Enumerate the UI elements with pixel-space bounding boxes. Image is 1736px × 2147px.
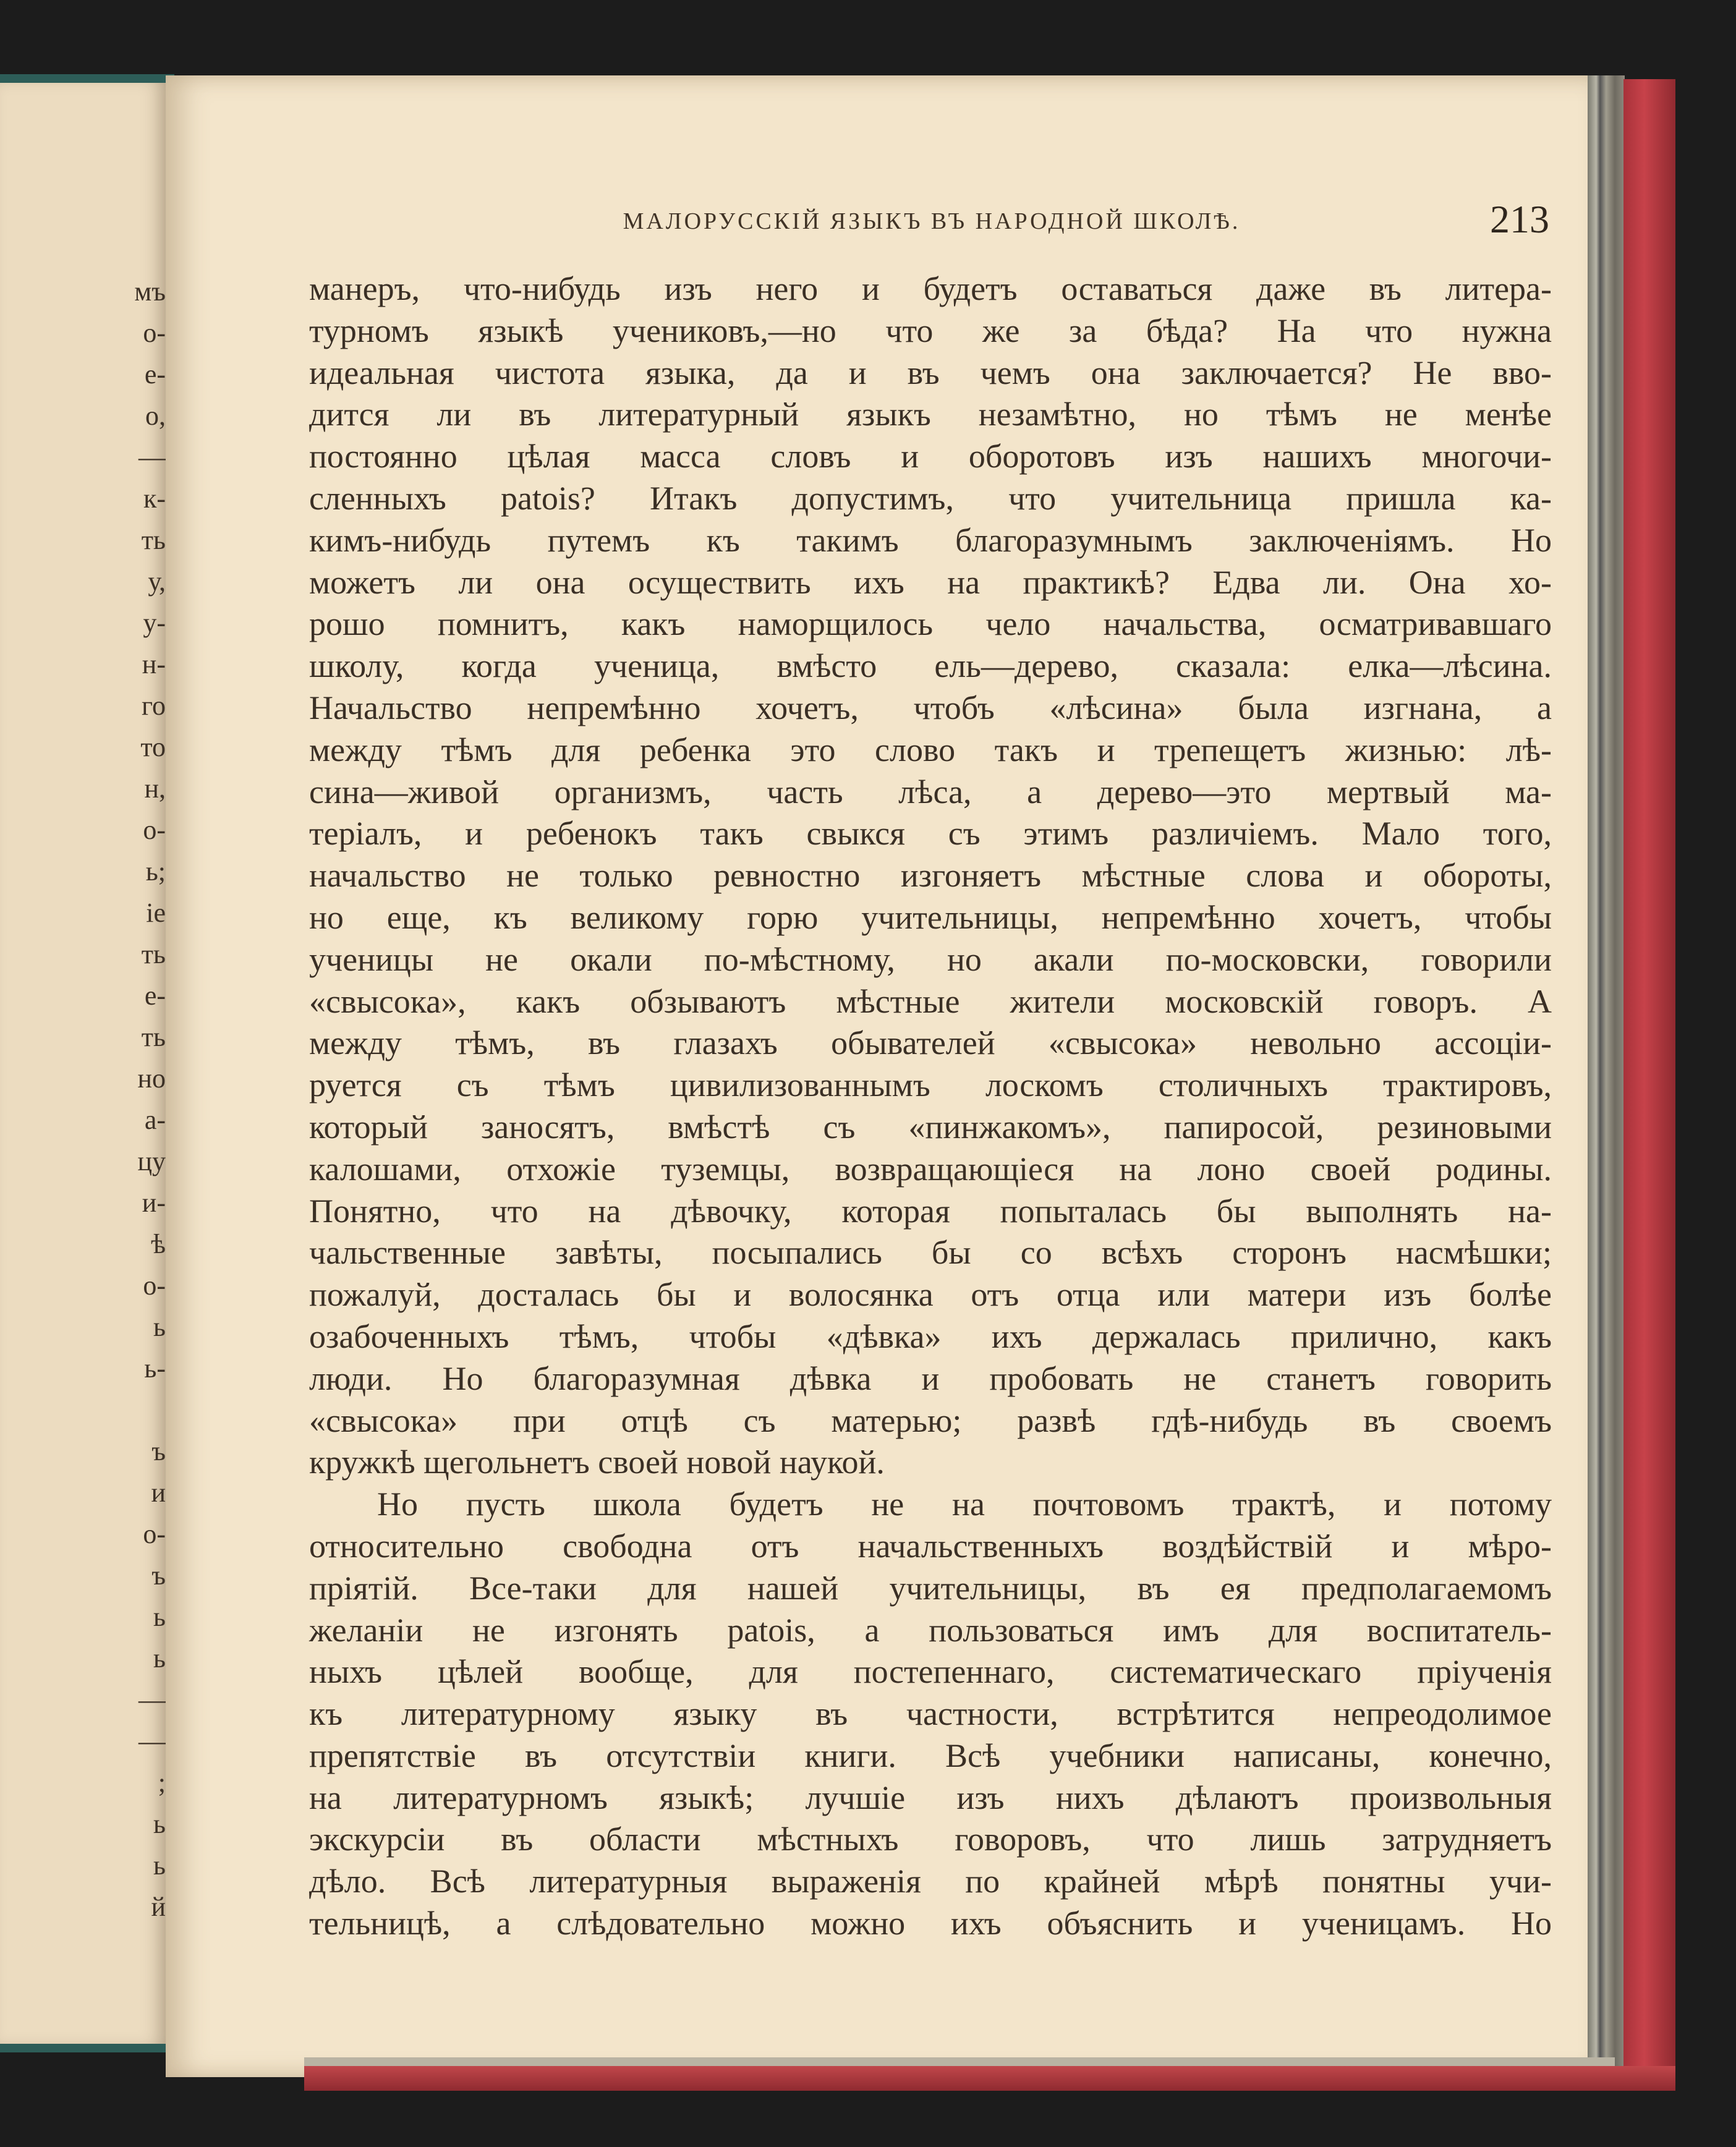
left-page-fragment: а-	[144, 1105, 166, 1135]
text-line: Но пусть школа будетъ не на почтовомъ трактѣ, и потому	[377, 1486, 1552, 1523]
left-page-fragment: ь-	[144, 1353, 166, 1384]
text-line: «свысока» при отцѣ съ матерью; развѣ гдѣ-нибудь въ своемъ	[309, 1401, 1552, 1439]
left-page-fragment: ь	[153, 1312, 166, 1342]
text-line: озабоченныхъ тѣмъ, чтобы «дѣвка» ихъ держалась прилично, какъ	[309, 1317, 1552, 1355]
text-line: на литературномъ языкѣ; лучшіе изъ нихъ дѣлаютъ произвольныя	[309, 1779, 1552, 1816]
body-text	[309, 268, 1552, 1945]
left-page-fragment	[104, 1389, 166, 1431]
left-page-fragment: ь;	[145, 856, 166, 886]
left-page-fragment: о-	[143, 1270, 166, 1301]
left-page-fragment: го	[142, 691, 166, 721]
text-line: люди. Но благоразумная дѣвка и пробовать не станетъ говорить	[309, 1359, 1552, 1397]
text-line: Понятно, что на дѣвочку, которая попыталась бы выполнять на-	[309, 1192, 1552, 1230]
left-page-fragment: у,	[148, 566, 166, 597]
left-page-fragment: —	[138, 442, 166, 472]
left-page-fragment: ь	[153, 1643, 166, 1673]
text-line: который заносятъ, вмѣстѣ съ «пинжакомъ», папиросой, резиновыми	[309, 1108, 1552, 1146]
left-page-fragment: ть	[141, 525, 166, 555]
left-page-fragment: е-	[144, 980, 166, 1011]
text-line: желаніи не изгонять patois, а пользоваться имъ для воспитатель-	[309, 1611, 1552, 1649]
page-edges	[1588, 75, 1625, 2085]
left-page-fragment: ь	[153, 1850, 166, 1881]
text-line: начальство не только ревностно изгоняетъ мѣстные слова и обороты,	[309, 857, 1552, 895]
text-line: идеальная чистота языка, да и въ чемъ она заключается? Не вво-	[309, 354, 1552, 391]
text-line: кружкѣ щегольнетъ своей новой наукой.	[309, 1443, 885, 1481]
left-page-bottom-edge	[0, 2044, 174, 2052]
text-line: калошами, отхожіе туземцы, возвращающіеся на лоно своей родины.	[309, 1150, 1552, 1188]
text-line: но еще, къ великому горю учительницы, непремѣнно хочетъ, чтобы	[309, 898, 1552, 936]
left-page-fragment: —	[138, 1726, 166, 1756]
left-page-fragment: н-	[142, 649, 166, 679]
text-line: дится ли въ литературный языкъ незамѣтно, но тѣмъ не менѣе	[309, 396, 1552, 433]
left-page-text-fragments	[104, 271, 166, 1928]
left-page-fragment: й	[151, 1892, 166, 1922]
text-line: чальственные завѣты, посыпались бы со всѣхъ сторонъ насмѣшки;	[309, 1234, 1552, 1272]
left-page-fragment: мъ	[134, 276, 166, 307]
text-line: постоянно цѣлая масса словъ и оборотовъ изъ нашихъ многочи-	[309, 438, 1552, 475]
left-page-fragment: к-	[143, 483, 166, 514]
left-page-fragment: о-	[143, 318, 166, 348]
left-page-fragment: іе	[146, 898, 166, 928]
left-page-fragment: н,	[144, 773, 166, 804]
left-page-fragment: —	[138, 1685, 166, 1715]
left-page-fragment: ѣ	[151, 1229, 166, 1259]
left-page-fragment: ть	[141, 939, 166, 969]
right-page	[166, 75, 1601, 2077]
text-line: можетъ ли она осуществить ихъ на практикѣ? Едва ли. Она хо-	[309, 563, 1552, 601]
text-line: дѣло. Всѣ литературныя выраженія по крайней мѣрѣ понятны учи-	[309, 1863, 1552, 1900]
left-page-fragment: о-	[143, 1519, 166, 1549]
left-page-fragment: о,	[145, 401, 166, 431]
text-line: школу, когда ученица, вмѣсто ель—дерево, сказала: елка—лѣсина.	[309, 647, 1552, 685]
text-line: ныхъ цѣлей вообще, для постепеннаго, систематическаго пріученія	[309, 1653, 1552, 1691]
book-cover-right	[1623, 79, 1675, 2085]
text-line: сина—живой организмъ, часть лѣса, а дерево—это мертвый ма-	[309, 773, 1552, 810]
text-line: между тѣмъ для ребенка это слово такъ и трепещетъ жизнью: лѣ-	[309, 731, 1552, 768]
left-page-fragment: и-	[142, 1188, 166, 1218]
text-line: ученицы не окали по-мѣстному, но акали по-московски, говорили	[309, 940, 1552, 978]
text-line: тельницѣ, а слѣдовательно можно ихъ объяснить и ученицамъ. Но	[309, 1905, 1552, 1942]
text-line: между тѣмъ, въ глазахъ обывателей «свысока» невольно ассоціи-	[309, 1024, 1552, 1062]
text-line: препятствіе въ отсутствіи книги. Всѣ учебники написаны, конечно,	[309, 1737, 1552, 1774]
left-page-fragment: цу	[137, 1146, 166, 1176]
left-page-fragment: ъ	[151, 1436, 166, 1466]
left-page-fragment: ть	[141, 1022, 166, 1052]
text-line: пріятій. Все-таки для нашей учительницы, въ ея предполагаемомъ	[309, 1569, 1552, 1607]
text-line: Начальство непремѣнно хочетъ, чтобъ «лѣсина» была изгнана, а	[309, 689, 1552, 726]
running-head: МАЛОРУССКІЙ ЯЗЫКЪ ВЪ НАРОДНОЙ ШКОЛѢ.	[623, 208, 1241, 234]
left-page-fragment: ь	[153, 1809, 166, 1839]
text-line: «свысока», какъ обзываютъ мѣстные жители московскій говоръ. А	[309, 982, 1552, 1020]
left-page-fragment: ь	[153, 1602, 166, 1632]
left-page-fragment: но	[137, 1063, 166, 1094]
left-page-fragment: и	[151, 1477, 166, 1508]
left-page	[0, 74, 174, 2052]
text-line: кимъ-нибудь путемъ къ такимъ благоразумнымъ заключеніямъ. Но	[309, 521, 1552, 559]
text-line: сленныхъ patois? Итакъ допустимъ, что учительница пришла ка-	[309, 479, 1552, 517]
text-line: руется съ тѣмъ цивилизованнымъ лоскомъ столичныхъ трактировъ,	[309, 1066, 1552, 1104]
left-page-fragment: то	[140, 732, 166, 762]
text-line: теріалъ, и ребенокъ такъ свыкся съ этимъ различіемъ. Мало того,	[309, 815, 1552, 852]
left-page-fragment: у-	[143, 608, 166, 638]
left-page-fragment: ;	[158, 1767, 166, 1798]
left-page-top-edge	[0, 74, 174, 83]
left-page-fragment: ъ	[151, 1560, 166, 1591]
left-page-fragment: о-	[143, 815, 166, 845]
page-number: 213	[1490, 197, 1549, 241]
text-line: рошо помнитъ, какъ наморщилось чело начальства, осматривавшаго	[309, 605, 1552, 643]
text-line: манеръ, что-нибудь изъ него и будетъ оставаться даже въ литера-	[309, 270, 1552, 307]
text-line: пожалуй, досталась бы и волосянка отъ отца или матери изъ болѣе	[309, 1276, 1552, 1314]
text-line: экскурсіи въ области мѣстныхъ говоровъ, что лишь затрудняетъ	[309, 1821, 1552, 1858]
text-line: относительно свободна отъ начальственныхъ воздѣйствій и мѣро-	[309, 1527, 1552, 1565]
left-page-fragment: е-	[144, 359, 166, 389]
text-line: къ литературному языку въ частности, встрѣтится непреодолимое	[309, 1695, 1552, 1733]
text-line: турномъ языкѣ учениковъ,—но что же за бѣда? На что нужна	[309, 312, 1552, 349]
book-cover-bottom	[304, 2066, 1675, 2091]
page-header	[314, 197, 1549, 250]
